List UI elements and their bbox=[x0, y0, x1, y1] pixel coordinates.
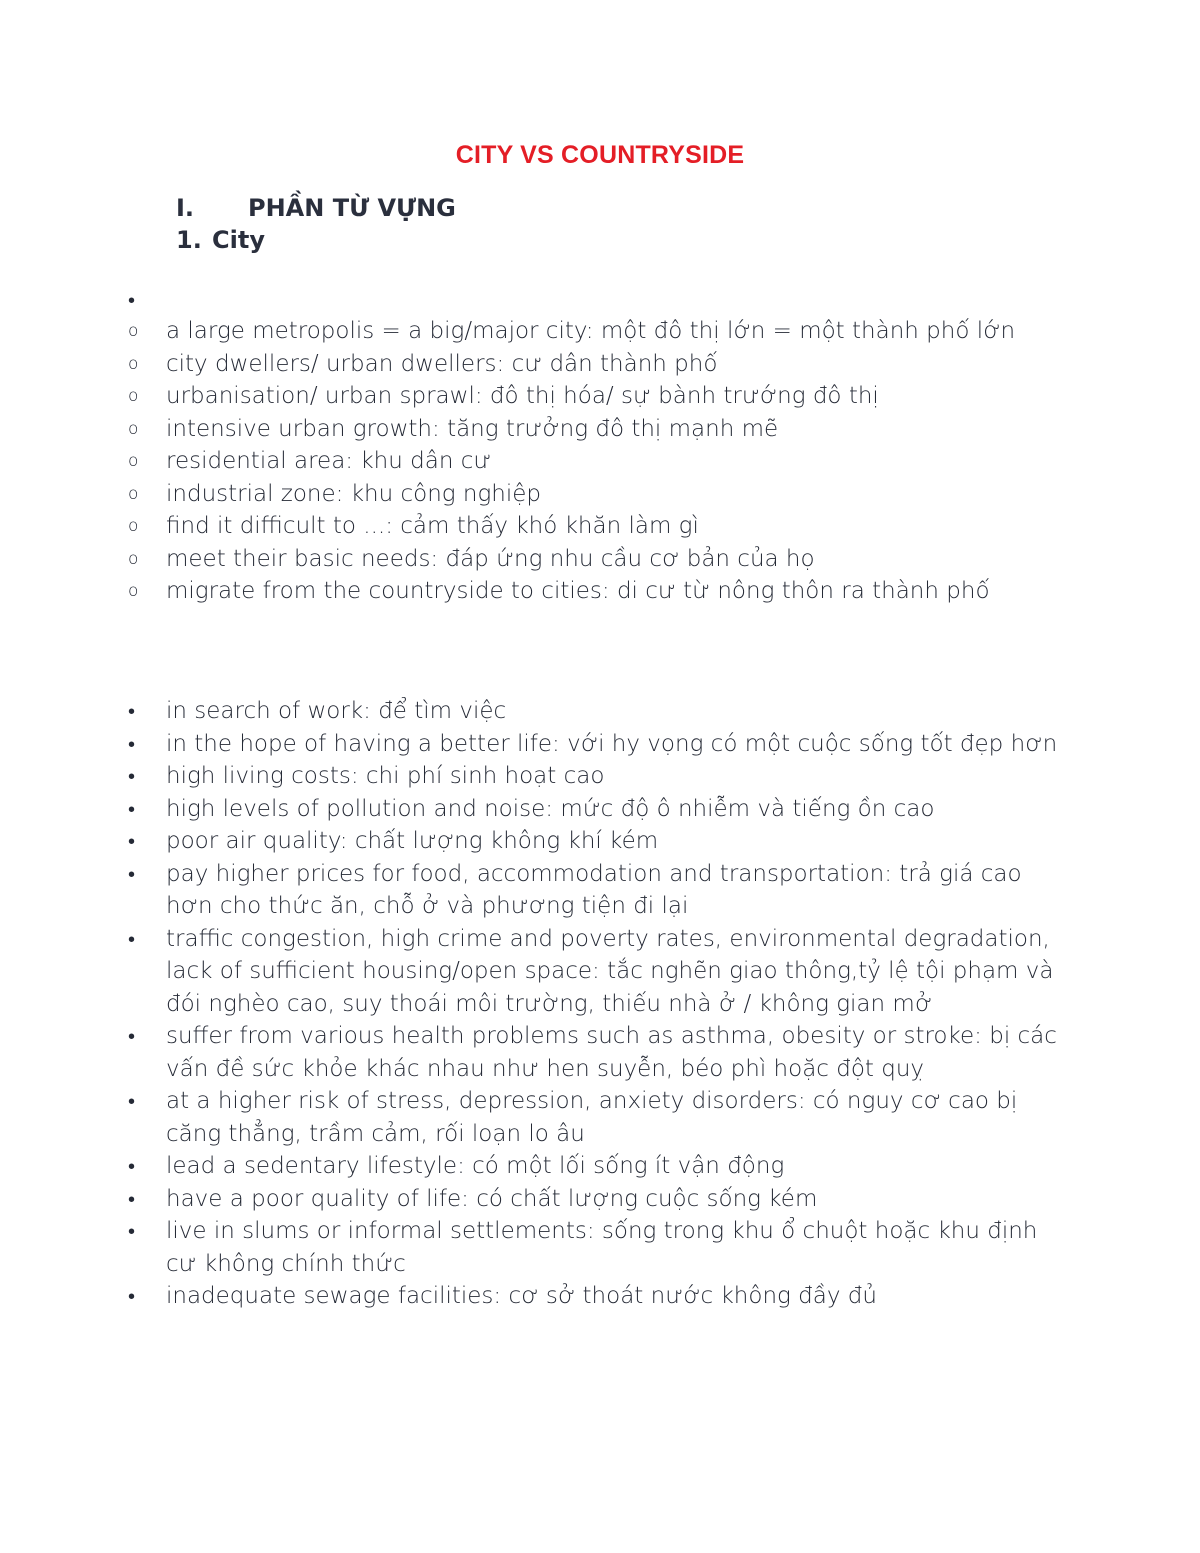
list-item bbox=[128, 1020, 1073, 1085]
circle-marker: o bbox=[128, 321, 139, 341]
vocab-text: industrial zone: khu công nghiệp bbox=[166, 480, 542, 507]
section-label: PHẦN TỪ VỰNG bbox=[248, 194, 456, 222]
bullet-marker: • bbox=[128, 1024, 136, 1048]
list-item bbox=[128, 575, 1073, 608]
bullet-marker: • bbox=[128, 1284, 136, 1308]
list-item bbox=[128, 348, 1073, 381]
bullet-marker: • bbox=[128, 731, 136, 756]
vocab-text: in search of work: để tìm việc bbox=[166, 698, 507, 724]
bullet-marker: • bbox=[128, 1186, 136, 1211]
list-item bbox=[128, 825, 1073, 858]
vocab-text: have a poor quality of life: có chất lượng cuộc sống kém bbox=[166, 1185, 818, 1212]
bullet-marker: • bbox=[128, 1219, 136, 1243]
section-number: I. bbox=[176, 194, 195, 222]
vocab-text: intensive urban growth: tăng trưởng đô thị mạnh mẽ bbox=[166, 415, 779, 442]
list-item bbox=[128, 793, 1073, 826]
list-item bbox=[128, 315, 1073, 348]
vocab-text: lead a sedentary lifestyle: có một lối sống ít vận động bbox=[166, 1153, 785, 1179]
circle-marker: o bbox=[128, 548, 139, 569]
list-item bbox=[128, 478, 1073, 511]
vocab-text: residential area: khu dân cư bbox=[166, 448, 492, 474]
subsection-heading bbox=[176, 226, 265, 254]
list-item bbox=[128, 1280, 1073, 1313]
list-item bbox=[128, 543, 1073, 576]
bullet-marker: • bbox=[128, 1154, 136, 1178]
bullet-marker: • bbox=[128, 764, 136, 788]
bullet-marker: • bbox=[128, 288, 136, 312]
vocab-text: find it difficult to ...: cảm thấy khó khăn làm gì bbox=[166, 513, 699, 539]
list-item bbox=[128, 1150, 1073, 1183]
bullet-vocabulary-list bbox=[128, 695, 1073, 1313]
bullet-marker: • bbox=[128, 926, 136, 951]
bullet-marker: • bbox=[128, 796, 136, 821]
subsection-label: City bbox=[212, 226, 265, 254]
vocab-text: poor air quality: chất lượng không khí kém bbox=[166, 828, 659, 854]
vocab-text: urbanisation/ urban sprawl: đô thị hóa/ sự bành trướng đô thị bbox=[166, 383, 879, 409]
list-item bbox=[128, 510, 1073, 543]
vocab-text: suffer from various health problems such as asthma, obesity or stroke: bị các vấn đề sức khỏe khác nhau như hen suyễn, béo phì hoặc đột quỵ bbox=[166, 1023, 1057, 1082]
vocab-text: traffic congestion, high crime and poverty rates, environmental degradation, lack of sufficient housing/open space: tắc nghẽn giao thông,tỷ lệ tội phạm và đói nghèo cao, suy thoái môi trường, thiếu nhà ở / không gian mở bbox=[166, 925, 1054, 1017]
bullet-marker: • bbox=[128, 829, 136, 853]
circle-marker: o bbox=[128, 581, 139, 601]
list-item bbox=[128, 728, 1073, 761]
vocab-text: migrate from the countryside to cities: di cư từ nông thôn ra thành phố bbox=[166, 578, 990, 604]
list-item bbox=[128, 1215, 1073, 1280]
vocab-text: inadequate sewage facilities: cơ sở thoát nước không đầy đủ bbox=[166, 1283, 877, 1309]
document-title: CITY VS COUNTRYSIDE bbox=[455, 141, 745, 169]
list-item bbox=[128, 1183, 1073, 1216]
section-heading bbox=[176, 194, 456, 222]
list-item bbox=[128, 1085, 1073, 1150]
circle-vocabulary-list bbox=[128, 315, 1073, 608]
vocab-text: meet their basic needs: đáp ứng nhu cầu cơ bản của họ bbox=[166, 545, 815, 572]
list-item bbox=[128, 445, 1073, 478]
circle-marker: o bbox=[128, 386, 139, 406]
vocab-text: a large metropolis = a big/major city: một đô thị lớn = một thành phố lớn bbox=[166, 318, 1016, 344]
list-item bbox=[128, 380, 1073, 413]
list-item bbox=[128, 858, 1073, 923]
subsection-number: 1. bbox=[176, 226, 202, 254]
circle-marker: o bbox=[128, 516, 139, 536]
vocab-text: live in slums or informal settlements: sống trong khu ổ chuột hoặc khu định cư không chính thức bbox=[166, 1218, 1038, 1277]
circle-marker: o bbox=[128, 451, 139, 471]
vocab-text: pay higher prices for food, accommodation and transportation: trả giá cao hơn cho thức ăn, chỗ ở và phương tiện đi lại bbox=[166, 860, 1022, 919]
circle-marker: o bbox=[128, 418, 139, 439]
vocab-text: at a higher risk of stress, depression, anxiety disorders: có nguy cơ cao bị căng thẳng, trầm cảm, rối loạn lo âu bbox=[166, 1088, 1018, 1147]
bullet-marker: • bbox=[128, 699, 136, 723]
circle-marker: o bbox=[128, 483, 139, 504]
vocab-text: city dwellers/ urban dwellers: cư dân thành phố bbox=[166, 350, 718, 377]
vocab-text: high living costs: chi phí sinh hoạt cao bbox=[166, 763, 605, 789]
vocab-text: in the hope of having a better life: với hy vọng có một cuộc sống tốt đẹp hơn bbox=[166, 730, 1058, 757]
vocab-text: high levels of pollution and noise: mức độ ô nhiễm và tiếng ồn cao bbox=[166, 795, 935, 822]
list-item bbox=[128, 413, 1073, 446]
list-item bbox=[128, 760, 1073, 793]
bullet-marker: • bbox=[128, 861, 136, 886]
bullet-marker: • bbox=[128, 1089, 136, 1113]
list-item bbox=[128, 695, 1073, 728]
list-item bbox=[128, 923, 1073, 1021]
circle-marker: o bbox=[128, 353, 139, 374]
